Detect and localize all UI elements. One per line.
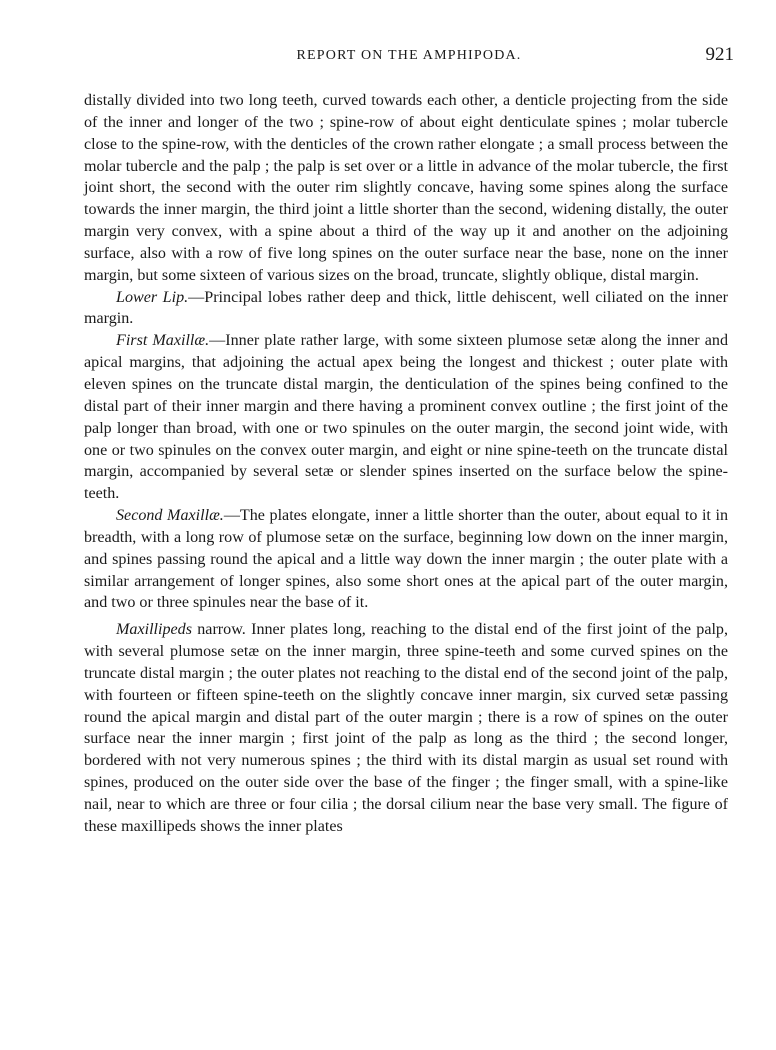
paragraph-lower-lip bbox=[84, 287, 728, 331]
paragraph-text: —Principal lobes rather deep and thick, little dehiscent, well ciliated on the inner margin. bbox=[84, 288, 728, 328]
paragraph-maxillipeds bbox=[84, 619, 728, 837]
page-header bbox=[84, 44, 734, 68]
running-title: REPORT ON THE AMPHIPODA. bbox=[296, 48, 522, 63]
section-term-maxillipeds: Maxillipeds bbox=[116, 621, 192, 639]
paragraph-mandible-continued bbox=[84, 90, 728, 287]
paragraph-text: distally divided into two long teeth, curved towards each other, a denticle projecting from the side of the inner and longer of the two ; spine-row of about eight denticulate spines ; molar tubercle close to the spine-row, with the denticles of the crown rather elongate ; a small process between the molar tubercle and the palp ; the palp is set over or a little in advance of the molar tubercle, the first joint short, the second with the outer rim slightly concave, having some spines along the surface towards the inner margin, the third joint a little shorter than the second, widening distally, the outer margin very convex, with a spine about a third of the way up it and another on the adjoining surface, also with a row of five long spines on the outer surface near the base, none on the inner margin, but some sixteen of various sizes on the broad, truncate, slightly oblique, distal margin. bbox=[84, 92, 728, 284]
section-term-first-maxillae: First Maxillæ. bbox=[116, 332, 210, 350]
paragraph-first-maxillae bbox=[84, 330, 728, 505]
section-term-lower-lip: Lower Lip. bbox=[116, 288, 189, 306]
paragraph-second-maxillae bbox=[84, 505, 728, 614]
page-number: 921 bbox=[705, 44, 734, 65]
paragraph-text: narrow. Inner plates long, reaching to the distal end of the first joint of the palp, with several plumose setæ on the inner margin, three spine-teeth and some curved spines on the truncate distal margin ; the outer plates not reaching to the distal end of the second joint of the palp, with fourteen or fifteen spine-teeth on the slightly concave inner margin, six curved setæ passing round the apical margin and distal part of the outer margin ; there is a row of spines on the outer surface near the inner margin ; first joint of the palp as long as the third ; the second longer, bordered with not very numerous spines ; the third with its distal margin as usual set round with spines, produced on the outer side over the base of the finger ; the finger small, with a spine-like nail, near to which are three or four cilia ; the dorsal cilium near the base very small. The figure of these maxillipeds shows the inner plates bbox=[84, 621, 728, 835]
paragraph-text: —Inner plate rather large, with some sixteen plumose setæ along the inner and apical margins, that adjoining the actual apex being the longest and thickest ; outer plate with eleven spines on the truncate distal margin, the denticulation of the spines being confined to the distal part of their inner margin and there having a prominent convex outline ; the first joint of the palp longer than broad, with one or two spinules on the outer margin, the second joint wide, with one or two spinules on the convex outer margin, and eight or nine spine-teeth on the truncate distal margin, accompanied by several setæ or slender spines inserted on the surface below the spine-teeth. bbox=[84, 332, 728, 503]
body-text bbox=[84, 90, 728, 838]
section-term-second-maxillae: Second Maxillæ. bbox=[116, 507, 224, 525]
paragraph-text: —The plates elongate, inner a little shorter than the outer, about equal to it in breadth, with a long row of plumose setæ on the surface, beginning low down on the inner margin, and spines passing round the apical and a little way down the inner margin ; the outer plate with a similar arrangement of longer spines, also some short ones at the apical part of the outer margin, and two or three spinules near the base of it. bbox=[84, 507, 728, 612]
